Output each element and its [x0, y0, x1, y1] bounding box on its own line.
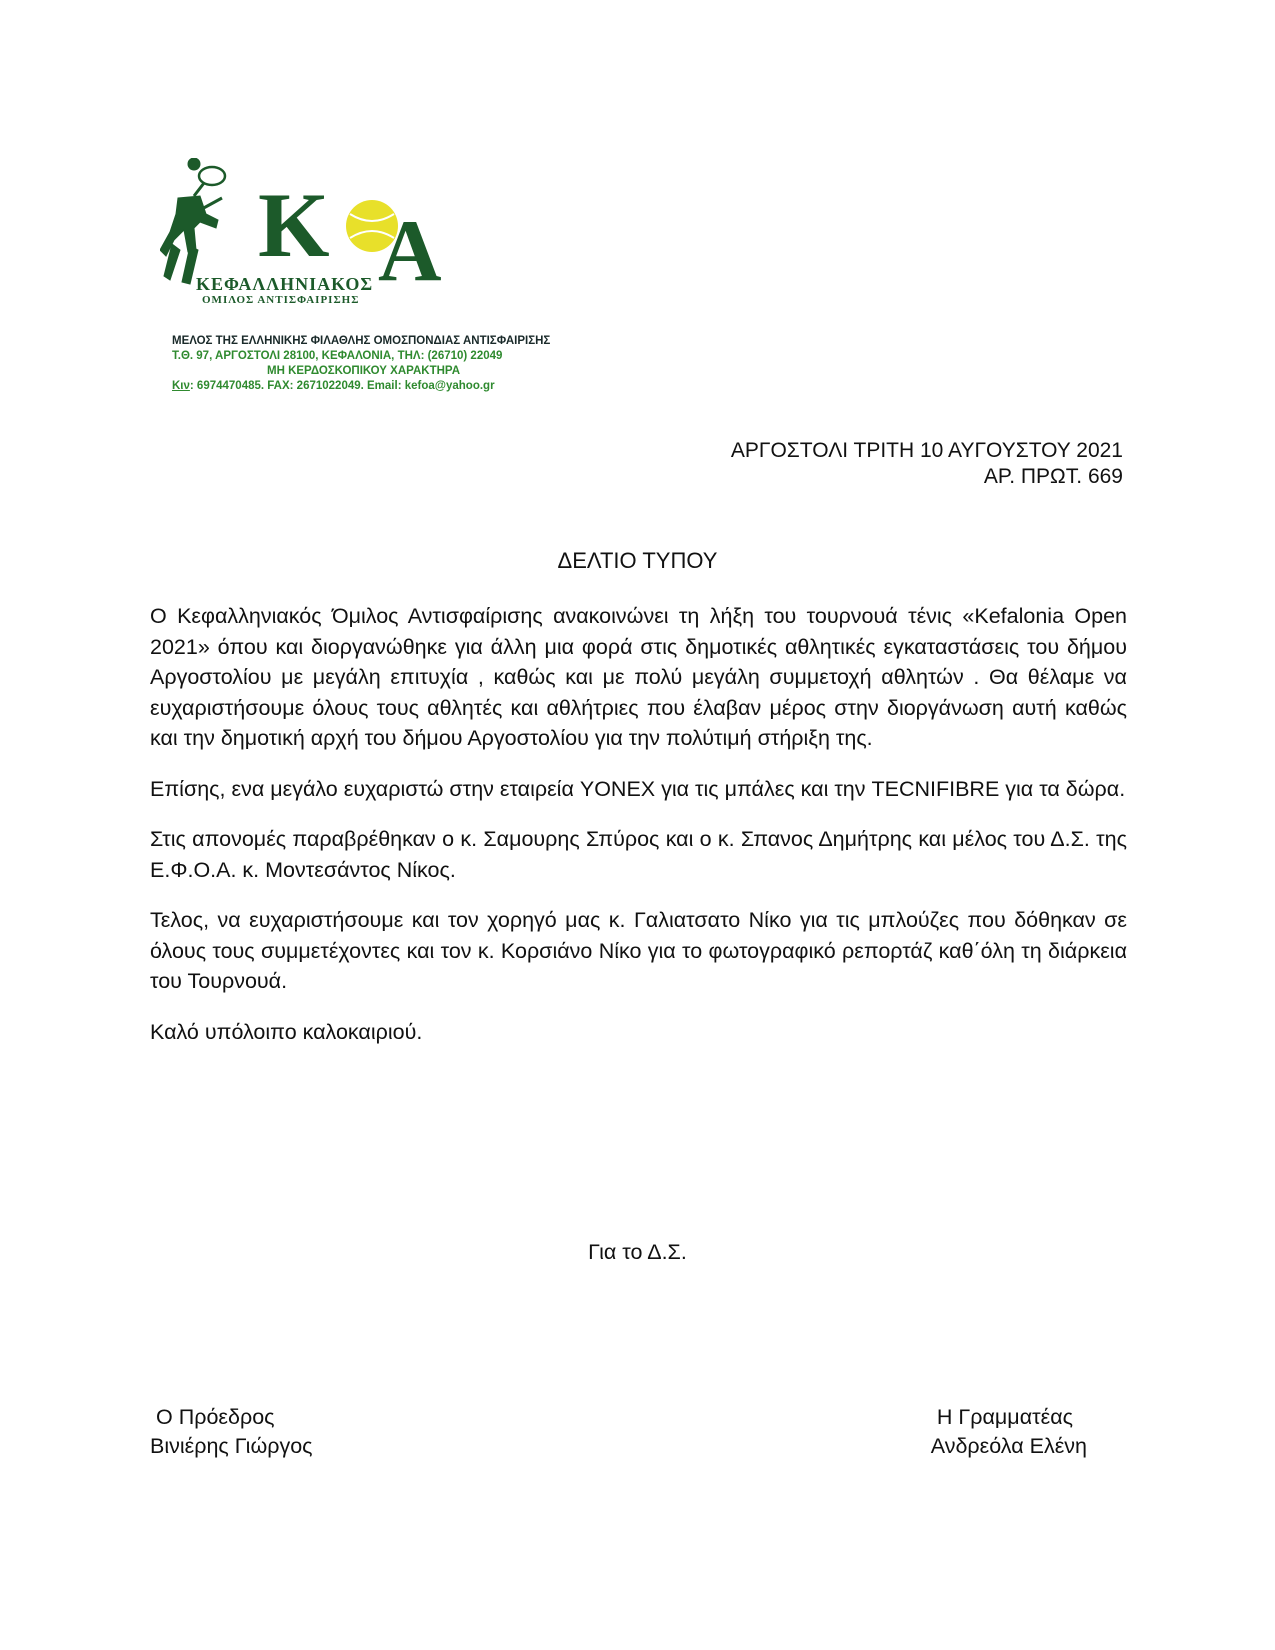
letterhead-info	[172, 334, 592, 394]
body-paragraph-1: Ο Κεφαλληνιακός Όμιλος Αντισφαίρισης ανακοινώνει τη λήξη του τουρνουά τένις «Kefalonia Open 2021» όπου και διοργανώθηκε για άλλη μια φορά στις δημοτικές αθλητικές εγκαταστάσεις του δήμου Αργοστολίου με μεγάλη επιτυχία , καθώς και με πολύ μεγάλη συμμετοχή αθλητών . Θα θέλαμε να ευχαριστήσουμε όλους τους αθλητές και αθλήτριες που έλαβαν μέρος στην διοργάνωση αυτή καθώς και την δημοτική αρχή του δήμου Αργοστολίου για την πολύτιμή στήριξη της.	[150, 604, 1127, 750]
logo-letter-k: K	[258, 174, 330, 276]
protocol-number: ΑΡ. ΠΡΩΤ. 669	[983, 465, 1123, 488]
president-name: Βινιέρης Γιώργος	[150, 1434, 313, 1458]
date-block	[731, 438, 1123, 490]
document-body	[150, 601, 1127, 1067]
logo-letter-a: A	[378, 203, 442, 300]
body-paragraph-4: Τελος, να ευχαριστήσουμε και τον χορηγό μας κ. Γαλιατσατο Νίκο για τις μπλούζες που δόθηκαν σε όλους τους συμμετέχοντες και τον κ. Κορσιάνο Νίκο για το φωτογραφικό ρεπορτάζ καθ΄όλη τη διάρκεια του Τουρνουά.	[150, 908, 1127, 993]
president-role: Ο Πρόεδρος	[156, 1405, 275, 1429]
signature-secretary	[931, 1403, 1087, 1461]
secretary-name: Ανδρεόλα Ελένη	[930, 1434, 1087, 1458]
for-board-label: Για το Δ.Σ.	[588, 1240, 687, 1264]
body-paragraph-3: Στις απονομές παραβρέθηκαν ο κ. Σαμουρης Σπύρος και ο κ. Σπανος Δημήτρης και μέλος του Δ.Σ. της Ε.Φ.Ο.Α. κ. Μοντεσάντος Νίκος.	[150, 827, 1127, 882]
letterhead-line-nonprofit: ΜΗ ΚΕΡΔΟΣΚΟΠΙΚΟΥ ΧΑΡΑΚΤΗΡΑ	[267, 365, 461, 377]
letterhead-line-contact	[172, 379, 592, 394]
letterhead-mobile-label: Κιν	[172, 380, 190, 392]
document-title: ΔΕΛΤΙΟ ΤΥΠΟΥ	[557, 548, 718, 573]
signature-president	[150, 1403, 313, 1461]
body-paragraph-2: Επίσης, ενα μεγάλο ευχαριστώ στην εταιρεία YONEX για τις μπάλες και την TECNIFIBRE για τα δώρα.	[150, 776, 1126, 801]
body-paragraph-5: Καλό υπόλοιπο καλοκαιριού.	[150, 1019, 423, 1044]
letterhead-contact-details: : 6974470485. FAX: 2671022049. Email: kefoa@yahoo.gr	[189, 380, 495, 392]
letterhead-line-address: Τ.Θ. 97, ΑΡΓΟΣΤΟΛΙ 28100, ΚΕΦΑΛΟΝΙΑ, ΤΗΛ: (26710) 22049	[172, 350, 503, 362]
letterhead	[160, 158, 580, 408]
secretary-role: Η Γραμματέας	[936, 1405, 1073, 1429]
place-date: ΑΡΓΟΣΤΟΛΙ ΤΡΙΤΗ 10 ΑΥΓΟΥΣΤΟΥ 2021	[730, 439, 1123, 462]
logo-club-subtitle: ΟΜΙΛΟΣ ΑΝΤΙΣΦΑΙΡΙΣΗΣ	[202, 294, 360, 306]
letterhead-line-federation: ΜΕΛΟΣ ΤΗΣ ΕΛΛΗΝΙΚΗΣ ΦΙΛΑΘΛΗΣ ΟΜΟΣΠΟΝΔΙΑΣ ΑΝΤΙΣΦΑΙΡΙΣΗΣ	[172, 335, 551, 347]
tennis-player-icon	[160, 158, 225, 284]
logo-club-name: ΚΕΦΑΛΛΗΝΙΑΚΟΣ	[196, 274, 374, 294]
